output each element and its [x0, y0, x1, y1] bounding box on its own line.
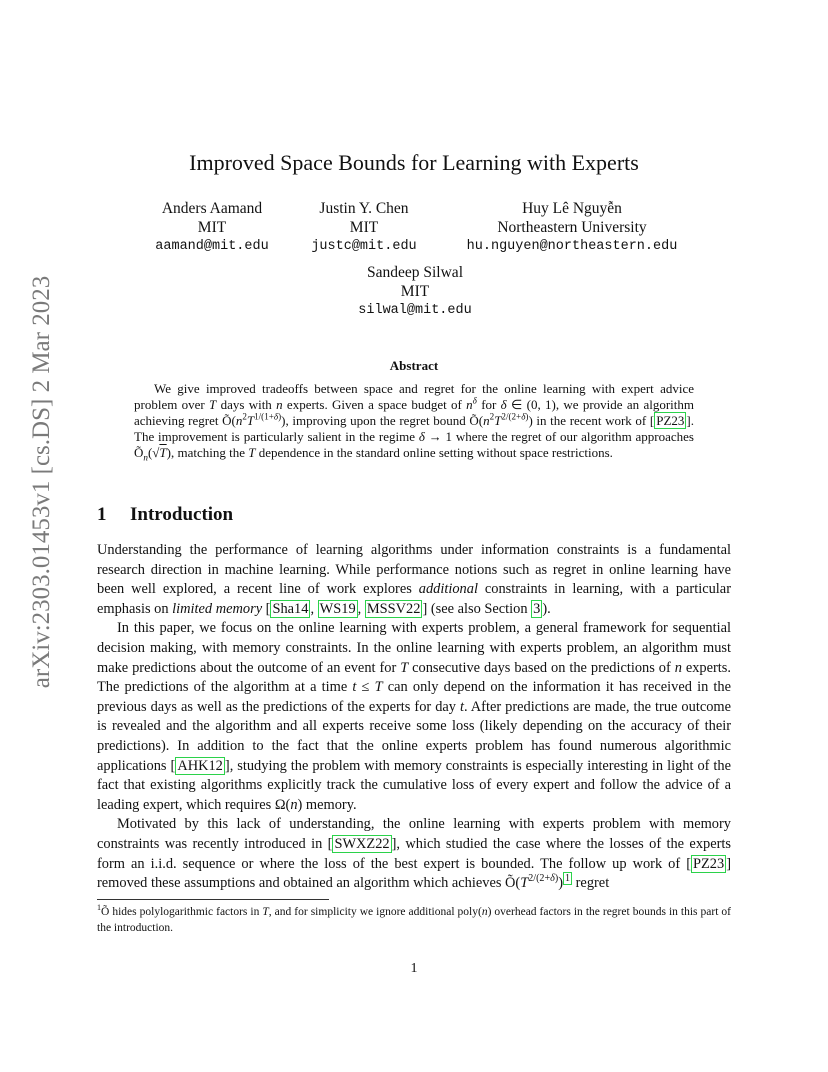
author-name: Sandeep Silwal	[367, 264, 463, 281]
abstract-heading: Abstract	[389, 358, 439, 373]
footnote: $^1$Õ hides polylogarithmic factors in T, and for simplicity we ignore additional poly(n) overhead factors in the regret bounds in this part of the introduction.	[97, 903, 731, 934]
author-affiliation: MIT	[197, 219, 227, 236]
author-email: silwal@mit.edu	[358, 303, 472, 318]
author-affiliation: MIT	[400, 283, 430, 300]
citation-link[interactable]: PZ23	[693, 855, 725, 872]
abstract-body: We give improved tradeoffs between space and regret for the online learning with expert advice problem over T days with n experts. Given a space budget of $n^\delta$ for δ ∈ (0, 1), we provide an algorithm achieving regret $Õ(n^2T^{1/(1+\delta)})$, improving upon the regret bound $Õ(n^2T^{2/(2+\delta)})$ in the recent work of [ PZ23 ]. The improvement is particularly salient in the regime δ → 1 where the regret of our algorithm approaches $Õ_n(√T)$, matching the T dependence in the standard online setting without space restrictions.	[134, 381, 694, 463]
paper-title: Improved Space Bounds for Learning with Experts	[189, 150, 639, 175]
citation-link[interactable]: SWXZ22	[334, 835, 390, 852]
author-block	[299, 199, 429, 256]
author-block	[450, 199, 694, 256]
citation-link[interactable]: PZ23	[656, 413, 685, 428]
intro-body	[97, 541, 731, 894]
author-affiliation: MIT	[349, 219, 379, 236]
citation-link[interactable]: AHK12	[177, 757, 223, 774]
author-block	[340, 263, 490, 320]
footnote-link[interactable]: 1	[565, 873, 571, 885]
author-name: Anders Aamand	[161, 200, 263, 217]
author-name: Justin Y. Chen	[319, 200, 409, 217]
section-link[interactable]: 3	[533, 600, 541, 617]
arxiv-stamp: arXiv:2303.01453v1 [cs.DS] 2 Mar 2023	[28, 275, 56, 689]
citation-link[interactable]: WS19	[319, 600, 356, 617]
author-affiliation: Northeastern University	[497, 219, 647, 236]
author-email: hu.nguyen@northeastern.edu	[466, 239, 678, 254]
author-block	[142, 199, 282, 256]
section-title: Introduction	[130, 504, 234, 525]
author-email: justc@mit.edu	[311, 239, 417, 254]
author-name: Huy Lê Nguyễn	[522, 200, 622, 217]
section-heading	[97, 504, 233, 526]
author-email: aamand@mit.edu	[155, 239, 269, 254]
footnote-divider	[97, 899, 329, 900]
paragraph: Motivated by this lack of understanding, the online learning with experts problem with memory constraints was recently introduced in [ SWXZ22 ], which studied the case where the losses of the experts form an i.i.d. sequence or where the loss of the best expert is bounded. The follow up work of [ PZ23 ] removed these assumptions and obtained an algorithm which achieves $Õ(T^{2/(2+\delta)})$ $^1$ regret	[97, 816, 731, 892]
citation-link[interactable]: Sha14	[272, 600, 309, 617]
citation-link[interactable]: MSSV22	[366, 600, 421, 617]
page-number: 1	[410, 961, 418, 976]
paragraph: Understanding the performance of learning algorithms under information constraints is a fundamental research direction in machine learning. While performance notions such as regret in online learning have been well explored, a recent line of work explores additional constraints in learning, with a particular emphasis on limited memory [ Sha14 , WS19 , MSSV22 ] (see also Section 3 ).	[97, 542, 731, 617]
section-number: 1	[97, 504, 107, 525]
paragraph: In this paper, we focus on the online learning with experts problem, a general framework for sequential decision making, with memory constraints. In the online learning with experts problem, an algorithm must make predictions about the outcome of an event for T consecutive days based on the predictions of n experts. The predictions of the algorithm at a time t ≤ T can only depend on the information it has received in the previous days as well as the predictions of the experts for day t. After predictions are made, the true outcome is revealed and the algorithm and all experts receive some loss (likely depending on the accuracy of their predictions). In addition to the fact that the online experts problem has found numerous algorithmic applications [ AHK12 ], studying the problem with memory constraints is especially interesting in light of the fact that existing algorithms explicitly track the cumulative loss of every expert and follow the advice of a leading expert, which requires Ω(n) memory.	[97, 620, 732, 813]
